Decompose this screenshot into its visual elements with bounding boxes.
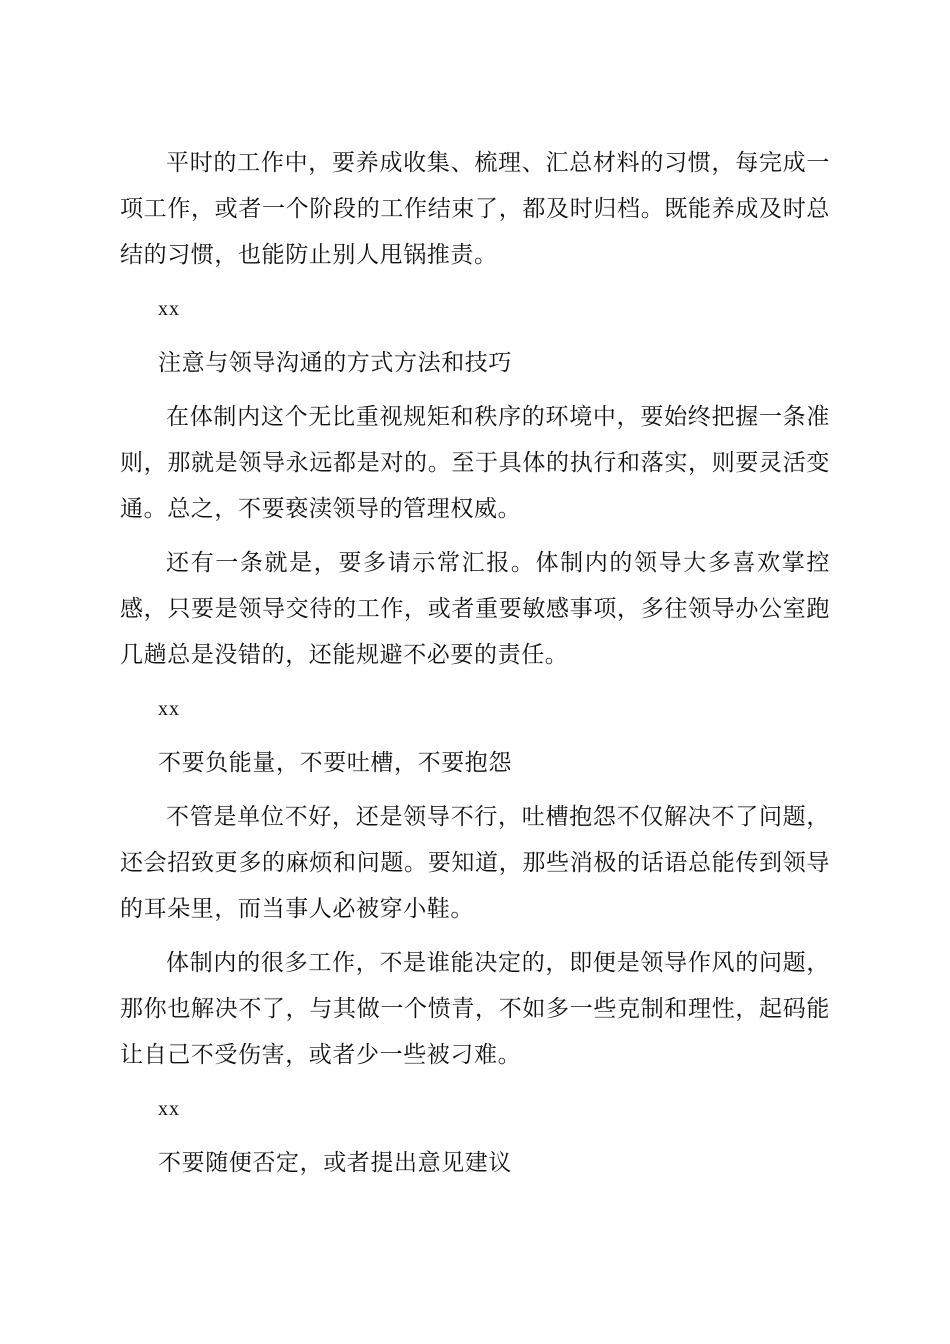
section-heading: 不要负能量，不要吐槽，不要抱怨 — [158, 750, 512, 776]
section-marker: xx — [158, 1098, 180, 1120]
paragraph: 在体制内这个无比重视规矩和秩序的环境中，要始终把握一条准则，那就是领导永远都是对的。至于具体的执行和落实，则要灵活变通。总之，不要亵渎领导的管理权威。 — [120, 404, 830, 522]
section-heading: 注意与领导沟通的方式方法和技巧 — [158, 350, 512, 376]
section-marker: xx — [158, 298, 180, 320]
section-heading: 不要随便否定，或者提出意见建议 — [158, 1150, 512, 1176]
section-marker: xx — [158, 698, 180, 720]
paragraph: 不管是单位不好，还是领导不行，吐槽抱怨不仅解决不了问题，还会招致更多的麻烦和问题。要知道，那些消极的话语总能传到领导的耳朵里，而当事人必被穿小鞋。 — [120, 804, 830, 922]
paragraph: 平时的工作中，要养成收集、梳理、汇总材料的习惯，每完成一项工作，或者一个阶段的工作结束了，都及时归档。既能养成及时总结的习惯，也能防止别人甩锅推责。 — [120, 150, 830, 268]
document-body — [120, 140, 830, 1194]
paragraph: 还有一条就是，要多请示常汇报。体制内的领导大多喜欢掌控感，只要是领导交待的工作，或者重要敏感事项，多往领导办公室跑几趟总是没错的，还能规避不必要的责任。 — [120, 550, 830, 668]
paragraph: 体制内的很多工作，不是谁能决定的，即便是领导作风的问题，那你也解决不了，与其做一个愤青，不如多一些克制和理性，起码能让自己不受伤害，或者少一些被刁难。 — [120, 950, 830, 1068]
